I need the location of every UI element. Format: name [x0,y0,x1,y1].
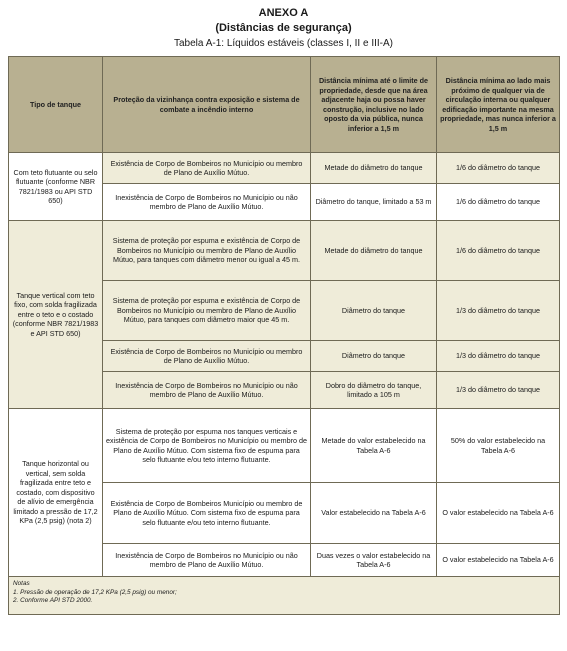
distance-internal-cell: 1/6 do diâmetro do tanque [437,153,560,184]
annex-subtitle: (Distâncias de segurança) [215,22,352,34]
note-item: 2. Conforme API STD 2000. [13,597,93,604]
header-distance-internal: Distância mínima ao lado mais próximo de qualquer via de circulação interna ou qualquer edificação importante na mesma propriedade, mas nunca inferior a 1,5 m [437,57,560,153]
distance-property-cell: Metade do diâmetro do tanque [311,221,437,281]
table-header-row [9,57,560,153]
distance-internal-cell: 1/6 do diâmetro do tanque [437,221,560,281]
distance-property-cell: Diâmetro do tanque, limitado a 53 m [311,184,437,221]
protection-cell: Existência de Corpo de Bombeiros no Município ou membro de Plano de Auxílio Mútuo. [103,341,311,372]
protection-cell: Inexistência de Corpo de Bombeiros no Município ou não membro de Plano de Auxílio Mútuo. [103,372,311,409]
note-item: 1. Pressão de operação de 17,2 KPa (2,5 psig) ou menor; [13,588,177,596]
notes-title: Notas [13,580,30,587]
distance-internal-cell: 50% do valor estabelecido na Tabela A-6 [437,409,560,483]
distance-internal-cell: O valor estabelecido na Tabela A-6 [437,544,560,577]
table-row [9,409,560,483]
table-title: Tabela A-1: Líquidos estáveis (classes I, II e III-A) [174,38,393,49]
tank-type-cell: Com teto flutuante ou selo flutuante (conforme NBR 7821/1983 ou API STD 650) [9,153,103,221]
tank-type-cell: Tanque horizontal ou vertical, sem solda fragilizada entre teto e costado, com dispositivo de alívio de emergência limitado a pressão de 17,2 KPa (2,5 psig) (nota 2) [9,409,103,577]
distance-property-cell: Dobro do diâmetro do tanque, limitado a 105 m [311,372,437,409]
table-row [9,221,560,281]
protection-cell: Inexistência de Corpo de Bombeiros no Município ou não membro de Plano de Auxílio Mútuo. [103,544,311,577]
distance-internal-cell: 1/3 do diâmetro do tanque [437,341,560,372]
distance-property-cell: Valor estabelecido na Tabela A-6 [311,483,437,544]
distance-internal-cell: 1/3 do diâmetro do tanque [437,281,560,341]
table-row [9,153,560,184]
notes-row [9,577,560,615]
distance-property-cell: Duas vezes o valor estabelecido na Tabela A-6 [311,544,437,577]
protection-cell: Sistema de proteção por espuma e existência de Corpo de Bombeiros no Município ou membro de Plano de Auxílio Mútuo, para tanques com diâmetro maior que 45 m. [103,281,311,341]
distance-property-cell: Metade do valor estabelecido na Tabela A-6 [311,409,437,483]
header-protection: Proteção da vizinhança contra exposição e sistema de combate a incêndio interno [103,57,311,153]
header-tank-type: Tipo de tanque [9,57,103,153]
distance-internal-cell: O valor estabelecido na Tabela A-6 [437,483,560,544]
protection-cell: Existência de Corpo de Bombeiros no Município ou membro de Plano de Auxílio Mútuo. [103,153,311,184]
header-distance-property: Distância mínima até o limite de propriedade, desde que na área adjacente haja ou possa haver construção, inclusive no lado oposto da via pública, nunca inferior a 1,5 m [311,57,437,153]
distance-property-cell: Metade do diâmetro do tanque [311,153,437,184]
distance-internal-cell: 1/6 do diâmetro do tanque [437,184,560,221]
safety-distance-table [8,56,560,615]
distance-property-cell: Diâmetro do tanque [311,281,437,341]
notes-cell [9,577,560,615]
distance-internal-cell: 1/3 do diâmetro do tanque [437,372,560,409]
protection-cell: Existência de Corpo de Bombeiros Município ou membro de Plano de Auxílio Mútuo. Com sistema fixo de espuma para selo flutuante e/ou teto interno flutuante. [103,483,311,544]
protection-cell: Sistema de proteção por espuma nos tanques verticais e existência de Corpo de Bombeiros no Município ou membro de Plano de Auxílio Mútuo. Com sistema fixo de espuma para selo flutuante e/ou teto interno flutuante. [103,409,311,483]
protection-cell: Inexistência de Corpo de Bombeiros no Município ou não membro de Plano de Auxílio Mútuo. [103,184,311,221]
tank-type-cell: Tanque vertical com teto fixo, com solda fragilizada entre o teto e o costado (conforme NBR 7821/1983 e API STD 650) [9,221,103,409]
annex-title: ANEXO A [258,7,309,19]
distance-property-cell: Diâmetro do tanque [311,341,437,372]
protection-cell: Sistema de proteção por espuma e existência de Corpo de Bombeiros no Município ou membro de Plano de Auxílio Mútuo, para tanques com diâmetro menor ou igual a 45 m. [103,221,311,281]
